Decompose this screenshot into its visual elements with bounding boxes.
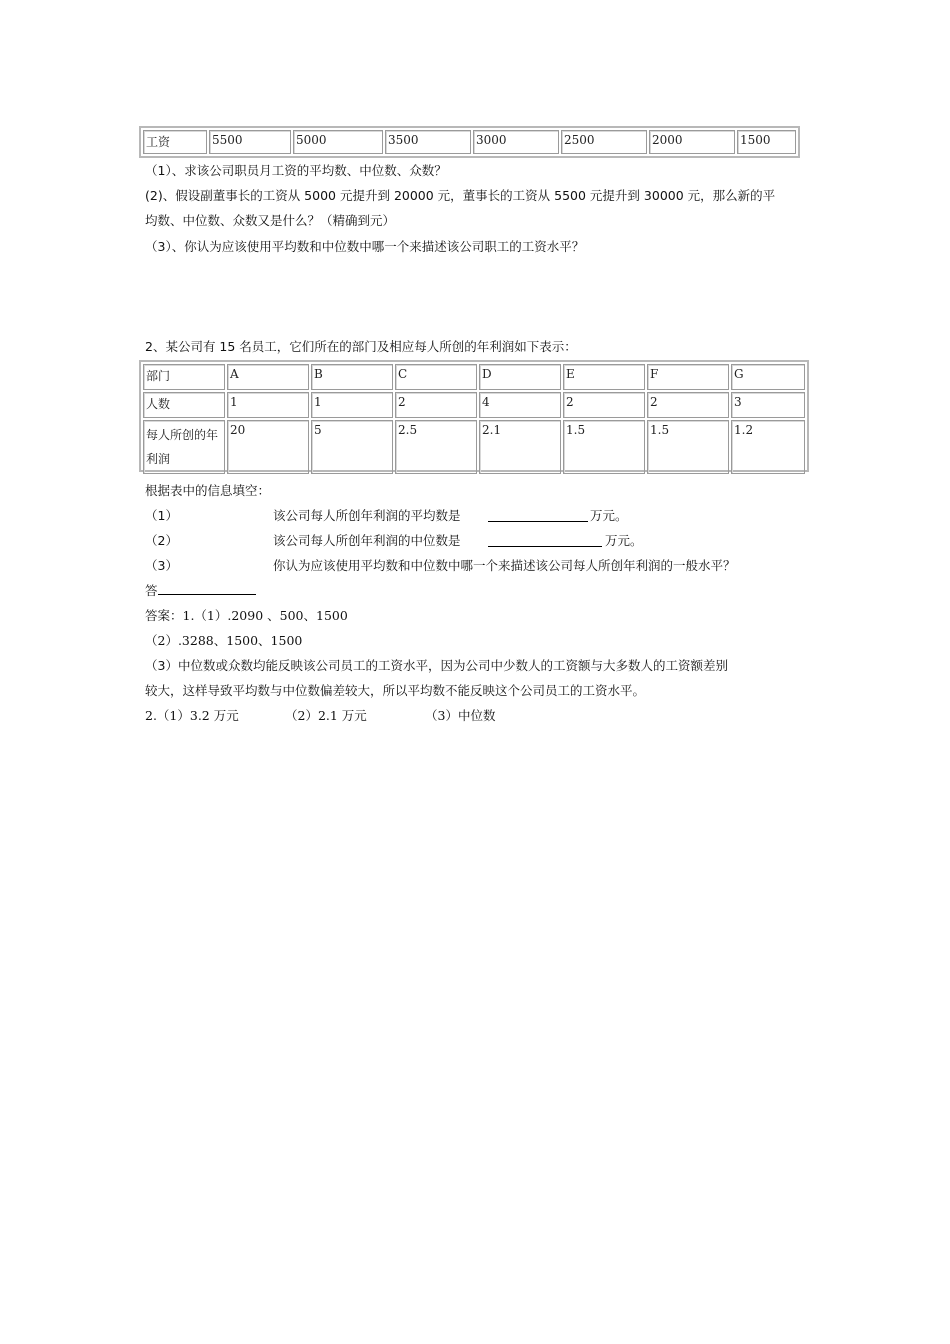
table-cell: 工资 [143,130,207,154]
table-cell: 1.5 [647,420,729,474]
wage-table [139,126,800,158]
table-cell: 1 [311,392,393,418]
department-profit-table [139,360,809,472]
answer-2-3: （3）中位数 [425,708,496,723]
question1-part2-line2: 均数、中位数、众数又是什么？（精确到元） [145,213,396,228]
table-cell: 5 [311,420,393,474]
answers-1-part3-line1: （3）中位数或众数均能反映该公司员工的工资水平，因为公司中少数人的工资额与大多数人的工资额差别 [145,658,728,673]
table-cell: B [311,364,393,390]
table-cell: F [647,364,729,390]
question1-part1: （1）、求该公司职员月工资的平均数、中位数、众数？ [145,163,447,178]
table-cell: 20 [227,420,309,474]
table-cell: 2 [395,392,477,418]
table-cell: 1500 [737,130,796,154]
table-cell: A [227,364,309,390]
answer-line [145,582,256,600]
fill-item-2 [145,532,643,550]
question1-part2-line1: (2)、假设副董事长的工资从 5000 元提升到 20000 元，董事长的工资从 5500 元提升到 30000 元，那么新的平 [145,188,776,203]
table-cell: 1.5 [563,420,645,474]
table-cell: 2 [647,392,729,418]
fill-in-intro: 根据表中的信息填空： [145,483,271,498]
fill-item-3 [145,557,736,575]
fill-item-1 [145,507,628,525]
answer-2-1: 2.（1）3.2 万元 [145,708,239,723]
table-cell: 1.2 [731,420,805,474]
answer-blank[interactable] [488,509,588,522]
answers-1-part2: （2）.3288、1500、1500 [145,633,303,648]
question1-part3: （3）、你认为应该使用平均数和中位数中哪一个来描述该公司职工的工资水平？ [145,239,585,254]
item-text: 该公司每人所创年利润的中位数是 [273,533,461,548]
table-cell: G [731,364,805,390]
table-cell: 2000 [649,130,735,154]
table-cell: 4 [479,392,561,418]
table-cell: 5000 [293,130,383,154]
item-text: 你认为应该使用平均数和中位数中哪一个来描述该公司每人所创年利润的一般水平？ [273,558,736,573]
wage-row [143,130,796,154]
table-cell: 2500 [561,130,647,154]
item-number: （2） [145,533,178,548]
table-cell: 3500 [385,130,471,154]
question2-intro: 2、某公司有 15 名员工，它们所在的部门及相应每人所创的年利润如下表示： [145,339,577,354]
table-cell: 每人所创的年利润 [143,420,225,474]
table-cell: 2.5 [395,420,477,474]
table-cell: 人数 [143,392,225,418]
table-cell: 2.1 [479,420,561,474]
answer-blank[interactable] [158,582,256,595]
item-number: （1） [145,508,178,523]
table-row [143,420,805,474]
table-row [143,364,805,390]
answer-blank[interactable] [488,534,602,547]
table-cell: 部门 [143,364,225,390]
answers-1-part3-line2: 较大，这样导致平均数与中位数偏差较大，所以平均数不能反映这个公司员工的工资水平。 [145,683,646,698]
item-unit: 万元。 [605,533,643,548]
item-unit: 万元。 [590,508,628,523]
table-cell: 2 [563,392,645,418]
table-cell: 1 [227,392,309,418]
answer-2-2: （2）2.1 万元 [285,708,367,723]
item-number: （3） [145,558,178,573]
answers-2 [145,707,496,725]
table-row [143,392,805,418]
table-cell: C [395,364,477,390]
table-cell: E [563,364,645,390]
table-cell: 3 [731,392,805,418]
table-cell: 5500 [209,130,291,154]
table-cell: 3000 [473,130,559,154]
answers-1-part1: 答案：1.（1）.2090 、500、1500 [145,608,348,623]
item-text: 该公司每人所创年利润的平均数是 [273,508,461,523]
answer-label: 答 [145,583,158,598]
table-cell: D [479,364,561,390]
